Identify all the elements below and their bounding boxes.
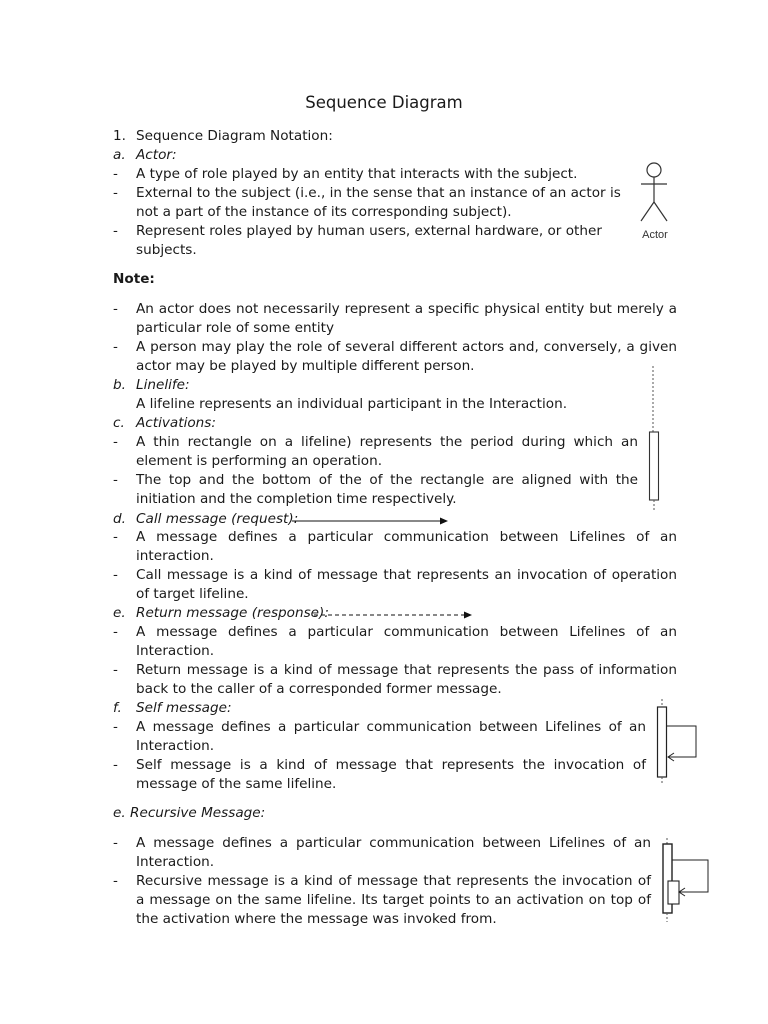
bullet-dash: - (113, 472, 118, 488)
bullet-dash: - (113, 529, 118, 545)
return-bullet-2: Return message is a kind of message that represents the pass of information back to the caller of a corresponded former message. (136, 662, 677, 697)
recursive-message-figure (656, 838, 712, 924)
item-marker-activations: c. (113, 415, 125, 431)
activations-bullet-1: A thin rectangle on a lifeline) represents the period during which an element is performing an operation. (136, 434, 638, 469)
actor-bullet-3: Represent roles played by human users, external hardware, or other subjects. (136, 223, 602, 258)
bullet-dash: - (113, 301, 118, 317)
call-heading: Call message (request): (136, 511, 299, 527)
call-message-arrow (292, 514, 450, 528)
self-heading: Self message: (136, 700, 232, 716)
actor-heading: Actor: (136, 147, 177, 163)
bullet-dash: - (113, 339, 118, 355)
call-bullet-2: Call message is a kind of message that represents an invocation of operation of target lifeline. (136, 567, 677, 602)
return-message-arrow (314, 608, 474, 622)
actor-bullet-1: A type of role played by an entity that interacts with the subject. (136, 166, 578, 182)
item-marker-return: e. (113, 605, 126, 621)
actor-figure-label: Actor (642, 229, 668, 241)
bullet-dash: - (113, 223, 118, 239)
bullet-dash: - (113, 835, 118, 851)
bullet-dash: - (113, 567, 118, 583)
note-bullet-2: A person may play the role of several different actors and, conversely, a given actor may be played by multiple different person. (136, 339, 677, 374)
item-marker-call: d. (113, 511, 126, 527)
self-bullet-2: Self message is a kind of message that represents the invocation of message of the same lifeline. (136, 757, 646, 792)
page-title: Sequence Diagram (305, 93, 463, 112)
bullet-dash: - (113, 873, 118, 889)
actor-bullet-2: External to the subject (i.e., in the sense that an instance of an actor is not a part of the instance of its corresponding subject). (136, 185, 621, 220)
bullet-dash: - (113, 166, 118, 182)
note-heading: Note: (113, 271, 155, 287)
recursive-bullet-1: A message defines a particular communication between Lifelines of an Interaction. (136, 835, 651, 870)
bullet-dash: - (113, 662, 118, 678)
section-number: 1. (113, 128, 126, 144)
activations-bullet-2: The top and the bottom of the of the rectangle are aligned with the initiation and the completion time respectively. (136, 472, 638, 507)
item-marker-lifeline: b. (113, 377, 126, 393)
bullet-dash: - (113, 719, 118, 735)
return-bullet-1: A message defines a particular communication between Lifelines of an Interaction. (136, 624, 677, 659)
bullet-dash: - (113, 434, 118, 450)
self-bullet-1: A message defines a particular communication between Lifelines of an Interaction. (136, 719, 646, 754)
bullet-dash: - (113, 757, 118, 773)
self-message-figure (650, 699, 702, 787)
call-bullet-1: A message defines a particular communication between Lifelines of an interaction. (136, 529, 677, 564)
bullet-dash: - (113, 185, 118, 201)
return-heading: Return message (response): (136, 605, 329, 621)
lifeline-text: A lifeline represents an individual participant in the Interaction. (136, 396, 568, 412)
note-bullet-1: An actor does not necessarily represent a specific physical entity but merely a particular role of some entity (136, 301, 677, 336)
lifeline-activation-figure (640, 366, 668, 512)
lifeline-heading: Linelife: (136, 377, 190, 393)
item-marker-actor: a. (113, 147, 126, 163)
recursive-bullet-2: Recursive message is a kind of message that represents the invocation of a message on the same lifeline. Its target points to an activation on top of the activation where the message was invoked from. (136, 873, 651, 927)
item-marker-self: f. (113, 700, 122, 716)
recursive-heading: e. Recursive Message: (113, 805, 266, 821)
activations-heading: Activations: (136, 415, 216, 431)
bullet-dash: - (113, 624, 118, 640)
section-heading: Sequence Diagram Notation: (136, 128, 333, 144)
